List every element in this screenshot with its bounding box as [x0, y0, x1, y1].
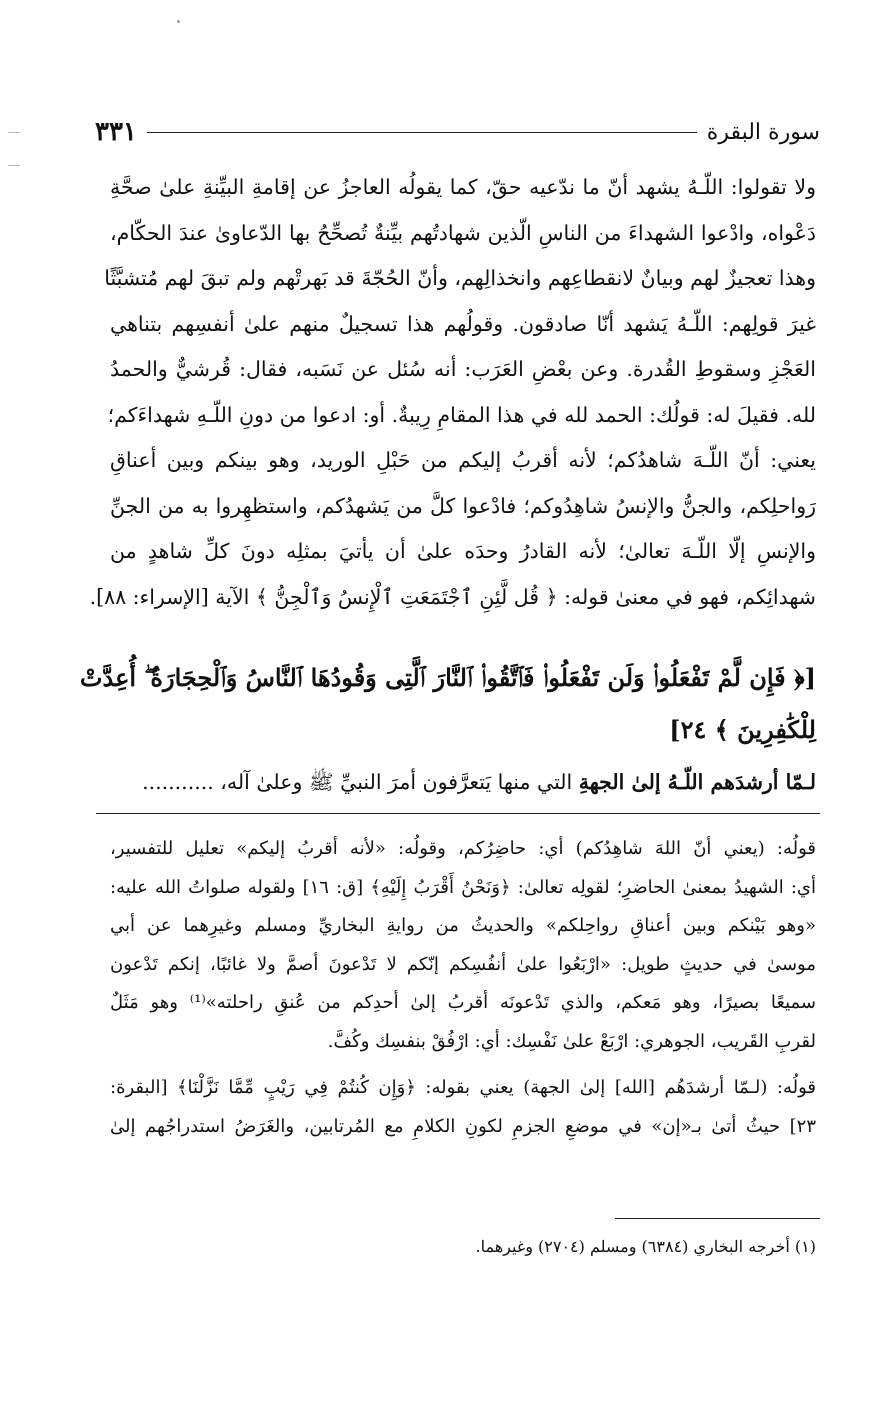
main-text	[89, 165, 816, 620]
transition-bold: لـمّا أرشدَهم اللّـهُ إلىٰ الجهةِ	[578, 770, 816, 794]
text-line: رَواحلِكم، والجنُّ والإنسُ شاهِدُوكم؛ فادْعوا كلَّ من يَشهدُكم، واستظهِروا به من الجنِّ	[110, 493, 816, 518]
text-line: والإنسِ إلّا اللّـهَ تعالىٰ؛ لأنه القادرُ وحدَه علىٰ أن يأتيَ بمثلِه دونَ كلِّ شاهدٍ من	[110, 539, 816, 563]
commentary-line: موسىٰ في حديثٍ طويل: «ارْبَعُوا علىٰ أنفُسِكم إنّكم لا تَدْعونَ أصمَّ ولا غائبًا، إنكم تَدْعون	[110, 953, 816, 975]
text-line: دَعْواه، وادْعوا الشهداءَ من الناسِ الّذين شهادتُهم بيِّنةٌ تُصحِّحُ بها الدّعاوىٰ عندَ الحكّام،	[110, 220, 816, 245]
text-line: ولا تقولوا: اللّـهُ يشهد أنّ ما ندّعيه حقّ، كما يقولُه العاجزُ عن إقامةِ البيِّنةِ علىٰ صحَّةِ	[110, 175, 816, 199]
footnote-rule	[615, 1218, 820, 1219]
scan-mark	[177, 20, 180, 23]
header-rule	[147, 132, 697, 133]
page-number: ٣٣١	[95, 117, 137, 147]
text-line: غيرَ قولِهم: اللّـهُ يَشهد أنّا صادقون. وقولُهم هذا تسجيلٌ منهم علىٰ أنفسِهم بتناهي	[110, 311, 816, 336]
margin-mark	[8, 132, 20, 133]
running-header	[95, 112, 820, 152]
text-line: شهدائِكم، فهو في معنىٰ قوله: ﴿ قُل لَّئِنِ ٱجْتَمَعَتِ ٱلْإِنسُ وَٱلْجِنُّ ﴾ الآية [الإسراء: ٨٨].	[89, 584, 816, 609]
section-rule	[96, 813, 820, 814]
commentary	[110, 830, 816, 1146]
margin-mark	[8, 165, 20, 166]
commentary-line: قولُه: (يعني أنّ اللهَ شاهِدُكم) أي: حاضِرُكم، وقولُه: «لأنه أقربُ إليكم» تعليل للتفسير،	[110, 838, 816, 859]
text-line: لله. فقيلَ له: قولُك: الحمد لله في هذا المقامِ رِيبةٌ. أو: ادعوا من دونِ اللّـهِ شهداءَكم؛	[107, 402, 816, 427]
commentary-line: لقربِ القَريب، الجوهري: ارْبَعْ علىٰ نَفْسِك: أي: ارْفُقْ بنفسِك وكُفَّ.	[327, 1030, 816, 1052]
commentary-line: سميعًا بصيرًا، وهو مَعكم، والذي تَدْعونَه أقربُ إلىٰ أحدِكم من عُنقِ راحلته»⁽¹⁾ وهو مَثَلٌ	[110, 992, 816, 1013]
quran-verse	[79, 652, 816, 756]
transition-rest: التي منها يَتعرَّفون أمرَ النبيِّ ﷺ وعلىٰ آله، ...........	[142, 770, 579, 794]
commentary-line: أي: الشهيدُ بمعنىٰ الحاضرِ؛ لقولِه تعالىٰ: ﴿وَنَحْنُ أَقْرَبُ إِلَيْهِ﴾ [ق: ١٦] ولقوله صلواتُ الله عليه:	[110, 876, 816, 898]
text-line: العَجْزِ وسقوطِ القُدرة. وعن بعْضِ العَرَب: أنه سُئل عن نَسَبه، فقال: قُرشيٌّ والحمدُ	[110, 357, 816, 381]
text-line: وهذا تعجيزٌ لهم وبيانٌ لانقطاعِهم وانخذالِهم، وأنّ الحُجّةَ قد بَهرتْهم ولم تبقَ لهم مُتشبَّثًا	[104, 266, 816, 290]
footnote: (١) أخرجه البخاري (٦٣٨٤) ومسلم (٢٧٠٤) وغيرهما.	[475, 1237, 816, 1256]
commentary-line: قولُه: (لـمّا أرشدَهُم [الله] إلىٰ الجهة) يعني بقوله: ﴿وَإِن كُنتُمْ فِي رَيْبٍ مِّمَّا نَزَّلْنَا﴾ [البقرة:	[110, 1077, 816, 1098]
text-line: يعني: أنّ اللّـهَ شاهدُكم؛ لأنه أقربُ إليكم من حَبْلِ الوريد، وهو بينكم وبين أعناقِ	[110, 448, 816, 472]
verse-line: لِلْكَٰفِرِينَ ﴾ ٢٤]	[669, 715, 816, 744]
surah-title: سورة البقرة	[706, 119, 820, 145]
transition-line	[110, 762, 816, 802]
verse-line: [﴿ فَإِن لَّمْ تَفْعَلُوا۟ وَلَن تَفْعَلُوا۟ فَٱتَّقُوا۟ ٱلنَّارَ ٱلَّتِى وَقُودُهَا ٱلنَّاسُ وَٱلْحِجَارَةُ ۖ أُعِدَّتْ	[79, 663, 816, 692]
commentary-line: «وهو بَيْنكم وبين أعناقِ رواحِلكم» والحديثُ من روايةِ البخاريِّ ومسلم وغيرِهما عن أبي	[110, 915, 816, 936]
commentary-line: ٢٣] حيثُ أتىٰ بـ«إن» في موضعِ الجزمِ لكونِ الكلامِ مع المُرتابين، والغَرَضُ استدراجُهم إلىٰ	[110, 1115, 816, 1137]
